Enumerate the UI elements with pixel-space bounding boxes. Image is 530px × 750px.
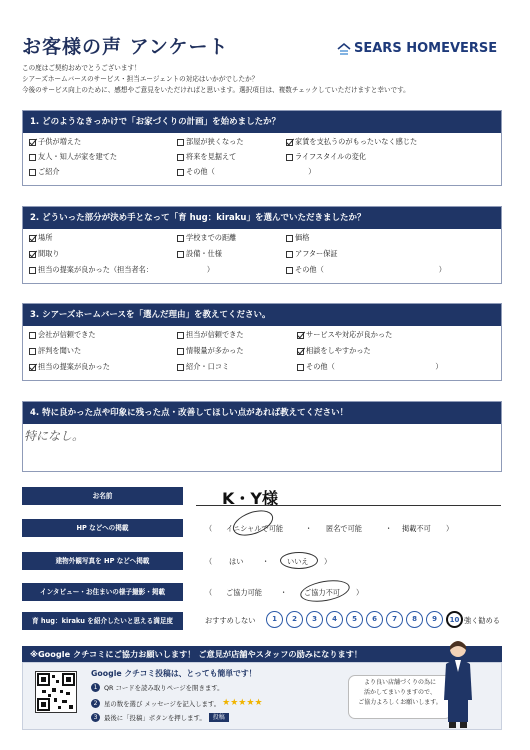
- interview-option-yes[interactable]: ご協力可能: [226, 588, 262, 597]
- checkbox-icon[interactable]: [297, 364, 304, 371]
- checkbox-icon[interactable]: [177, 364, 184, 371]
- q2-option[interactable]: 担当の提案が良かった（担当者名： ）: [29, 265, 214, 275]
- name-underline: [196, 505, 501, 506]
- q3-option[interactable]: 評判を聞いた: [29, 346, 81, 356]
- q1-option[interactable]: ライフスタイルの変化: [286, 152, 366, 162]
- question-2-title: 2. どういった部分が決め手となって「育 hug：kiraku」を選んでいただきましたか？: [23, 207, 501, 229]
- photo-option-no[interactable]: いいえ: [287, 557, 309, 566]
- scale-2[interactable]: 2: [286, 611, 303, 628]
- checkbox-icon[interactable]: [29, 169, 36, 176]
- hp-option-initial[interactable]: イニシャルで可能: [226, 524, 284, 533]
- interview-option-no[interactable]: ご協力不可: [304, 588, 340, 597]
- q3-option[interactable]: 相談をしやすかった: [297, 346, 371, 356]
- q1-option[interactable]: その他（ ）: [177, 167, 315, 177]
- scale-min-label: おすすめしない: [205, 616, 256, 625]
- dot: ・: [305, 524, 313, 533]
- intro-text: [22, 63, 522, 96]
- checkbox-icon[interactable]: [286, 139, 293, 146]
- step-1: 1 QR コードを読み取りページを開きます。: [91, 683, 224, 692]
- hp-option-anonymous[interactable]: 匿名で可能: [326, 524, 362, 533]
- q3-option[interactable]: 担当の提案が良かった: [29, 362, 110, 372]
- step-2: 2 星の数を選び メッセージを記入します。 ★★★★★: [91, 698, 263, 708]
- checkbox-icon[interactable]: [297, 332, 304, 339]
- checkbox-icon[interactable]: [177, 235, 184, 242]
- checkbox-icon[interactable]: [177, 348, 184, 355]
- checkbox-icon[interactable]: [29, 154, 36, 161]
- scale-8[interactable]: 8: [406, 611, 423, 628]
- bubble-line: より良い店舗づくりの為に: [363, 679, 436, 686]
- bubble-line: ご協力よろしくお願いします。: [358, 699, 442, 706]
- hand-circle: [299, 577, 352, 605]
- q4-answer[interactable]: 特になし。: [24, 429, 85, 443]
- hand-circle: [230, 505, 277, 540]
- checkbox-icon[interactable]: [29, 267, 36, 274]
- google-review-box: [22, 662, 502, 730]
- intro-line: この度はご契約おめでとうございます！: [22, 64, 141, 72]
- checkbox-icon[interactable]: [29, 348, 36, 355]
- hp-label: HP などへの掲載: [22, 519, 183, 537]
- paren: （: [205, 588, 213, 597]
- checkbox-icon[interactable]: [29, 235, 36, 242]
- q1-option[interactable]: 部屋が狭くなった: [177, 137, 244, 147]
- scale-1[interactable]: 1: [266, 611, 283, 628]
- intro-line: 今後のサービス向上のために、感想やご意見をいただければと思います。選択項目は、複数チェックしていただけますと幸いです。: [22, 86, 410, 94]
- step-1-badge: 1: [91, 683, 100, 692]
- paren: ）: [446, 524, 454, 533]
- q1-option[interactable]: 友人・知人が家を建てた: [29, 152, 117, 162]
- q2-option[interactable]: 学校までの距離: [177, 233, 236, 243]
- question-2: [22, 206, 502, 284]
- scale-max-label: 強く勧める: [464, 616, 500, 625]
- dot: ・: [385, 524, 393, 533]
- checkbox-icon[interactable]: [286, 251, 293, 258]
- q1-option[interactable]: ご紹介: [29, 167, 60, 177]
- q1-option[interactable]: 家賃を支払うのがもったいなく感じた: [286, 137, 417, 147]
- q3-option[interactable]: その他（ ）: [297, 362, 443, 372]
- satisfaction-label: 育 hug：kiraku を紹介したいと思える満足度: [22, 612, 183, 630]
- checkbox-icon[interactable]: [177, 332, 184, 339]
- brand-name: SEARS HOMEVERSE: [354, 41, 498, 56]
- dot: ・: [280, 588, 288, 597]
- q3-option[interactable]: サービスや対応が良かった: [297, 330, 392, 340]
- step-3-badge: 3: [91, 713, 100, 722]
- satisfaction-scale: [266, 611, 463, 628]
- question-4-title: 4. 特に良かった点や印象に残った点・改善してほしい点があれば教えてください！: [23, 402, 501, 424]
- q3-option[interactable]: 情報量が多かった: [177, 346, 244, 356]
- q1-option[interactable]: 子供が増えた: [29, 137, 81, 147]
- q2-option[interactable]: アフター保証: [286, 249, 338, 259]
- question-4: [22, 401, 502, 472]
- scale-5[interactable]: 5: [346, 611, 363, 628]
- scale-7[interactable]: 7: [386, 611, 403, 628]
- checkbox-icon[interactable]: [29, 332, 36, 339]
- star-rating-icon: ★★★★★: [222, 698, 263, 708]
- bubble-line: 活かしてまいりますので、: [364, 689, 436, 696]
- q1-option[interactable]: 将来を見据えて: [177, 152, 236, 162]
- checkbox-icon[interactable]: [177, 139, 184, 146]
- paren: ）: [324, 557, 332, 566]
- checkbox-icon[interactable]: [177, 154, 184, 161]
- scale-6[interactable]: 6: [366, 611, 383, 628]
- paren: ）: [356, 588, 364, 597]
- photo-option-yes[interactable]: はい: [229, 557, 244, 566]
- checkbox-icon[interactable]: [29, 364, 36, 371]
- q2-option[interactable]: その他（ ）: [286, 265, 446, 275]
- qr-code-icon[interactable]: [35, 671, 77, 713]
- q2-option[interactable]: 間取り: [29, 249, 60, 259]
- scale-4[interactable]: 4: [326, 611, 343, 628]
- step-3: 3 最後に「投稿」ボタンを押します。 投稿: [91, 713, 232, 722]
- scale-10[interactable]: 10: [446, 611, 463, 628]
- dot: ・: [262, 557, 270, 566]
- checkbox-icon[interactable]: [297, 348, 304, 355]
- google-review-banner: ※Google クチコミにご協力お願いします！ ご意見が店舗やスタッフの励みになります！: [22, 646, 502, 662]
- scale-9[interactable]: 9: [426, 611, 443, 628]
- q3-option[interactable]: 紹介・口コミ: [177, 362, 229, 372]
- photo-label: 建物外観写真を HP などへ掲載: [22, 552, 183, 570]
- checkbox-icon[interactable]: [29, 251, 36, 258]
- question-1-title: 1. どのようなきっかけで「お家づくりの計画」を始めましたか？: [23, 111, 501, 133]
- checkbox-icon[interactable]: [286, 267, 293, 274]
- interview-label: インタビュー・お住まいの様子撮影・掲載: [22, 583, 183, 601]
- checkbox-icon[interactable]: [177, 251, 184, 258]
- checkbox-icon[interactable]: [286, 235, 293, 242]
- speech-bubble: [348, 675, 452, 719]
- name-label: お名前: [22, 487, 183, 505]
- intro-line: シアーズホームバースのサービス・担当エージェントの対応はいかがでしたか？: [22, 75, 259, 83]
- checkbox-icon[interactable]: [286, 154, 293, 161]
- scale-3[interactable]: 3: [306, 611, 323, 628]
- question-3-title: 3. シアーズホームバースを「選んだ理由」を教えてください。: [23, 304, 501, 326]
- brand-logo: [337, 41, 497, 56]
- step-2-badge: 2: [91, 699, 100, 708]
- page-title: お客様の声 アンケート: [22, 36, 229, 58]
- hand-circle: [280, 552, 318, 569]
- q2-option[interactable]: 価格: [286, 233, 309, 243]
- house-logo-icon: [337, 42, 351, 56]
- question-3: [22, 303, 502, 381]
- question-1: [22, 110, 502, 186]
- hp-option-no[interactable]: 掲載不可: [402, 524, 431, 533]
- q2-option[interactable]: 場所: [29, 233, 52, 243]
- checkbox-icon[interactable]: [29, 139, 36, 146]
- staff-person-icon: [438, 638, 478, 730]
- q2-option[interactable]: 設備・仕様: [177, 249, 222, 259]
- q3-option[interactable]: 会社が信頼できた: [29, 330, 96, 340]
- name-value[interactable]: K・Y様: [222, 489, 278, 508]
- google-review-title: Google クチコミ投稿は、とっても簡単です！: [91, 669, 257, 678]
- checkbox-icon[interactable]: [177, 169, 184, 176]
- paren: （: [205, 557, 213, 566]
- post-button[interactable]: 投稿: [209, 713, 229, 722]
- paren: （: [205, 524, 213, 533]
- q3-option[interactable]: 担当が信頼できた: [177, 330, 244, 340]
